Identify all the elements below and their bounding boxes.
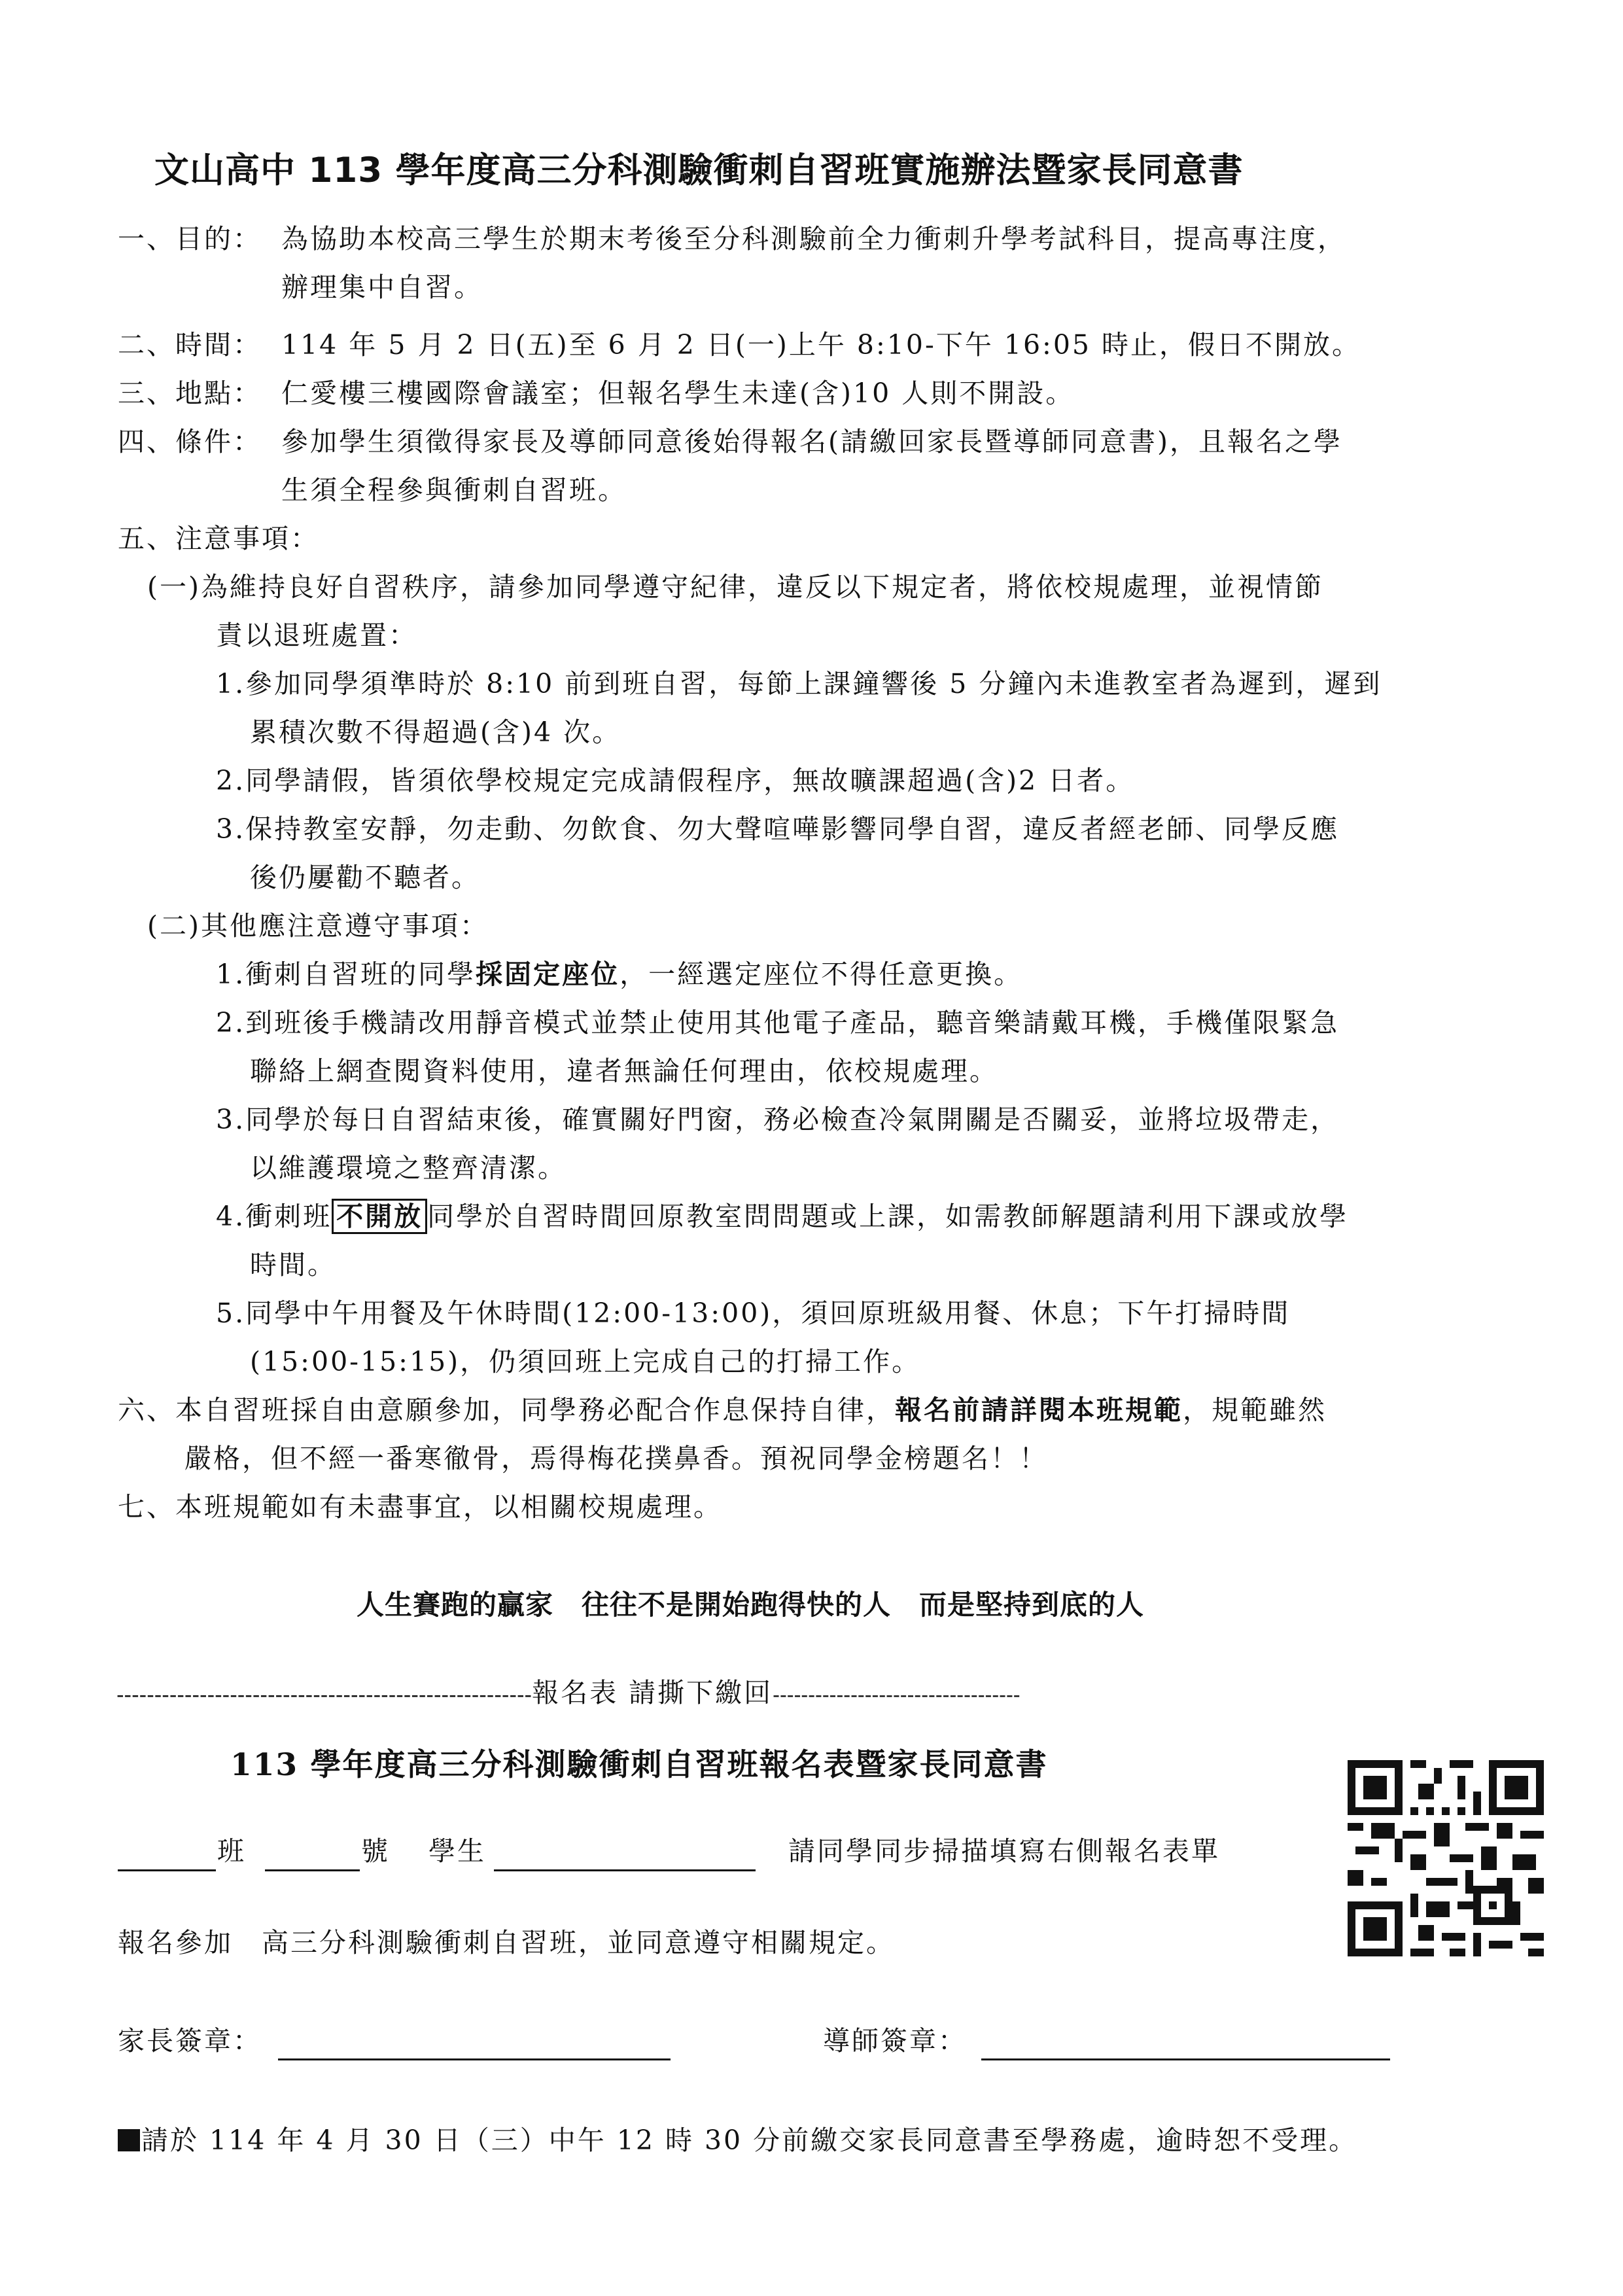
notes-sub2-item5-line1: 5.同學中午用餐及午休時間(12:00-13:00)，須回原班級用餐、休息；下午打掃時間	[216, 1298, 1291, 1329]
number-label: 號	[361, 1835, 390, 1867]
notes-sub2-item2-line1: 2.到班後手機請改用靜音模式並禁止使用其他電子產品，聽音樂請戴耳機，手機僅限緊急	[216, 1007, 1340, 1038]
class-blank[interactable]	[118, 1869, 216, 1871]
notes-sub2-item2-line2: 聯絡上網查閱資料使用，違者無論任何理由，依校規處理。	[250, 1055, 998, 1087]
section-location-label: 三、地點：	[118, 378, 262, 409]
teacher-signature-label: 導師簽章：	[823, 2025, 967, 2057]
number-blank[interactable]	[265, 1869, 360, 1871]
student-label: 學生	[428, 1835, 486, 1867]
deadline-text: 請於 114 年 4 月 30 日（三）中午 12 時 30 分前繳交家長同意書至學務處，逾時恕不受理。	[141, 2125, 1358, 2156]
scan-hint: 請同學同步掃描填寫右側報名表單	[788, 1835, 1220, 1867]
section-location-text: 仁愛樓三樓國際會議室；但報名學生未達(含)10 人則不開設。	[281, 378, 1075, 409]
section-time-text: 114 年 5 月 2 日(五)至 6 月 2 日(一)上午 8:10-下午 16:05 時止，假日不開放。	[281, 329, 1361, 361]
notes-sub2-item1-post: ，一經選定座位不得任意更換。	[620, 959, 1023, 990]
tear-off-divider	[116, 1676, 1021, 1709]
section-conditions-line1: 參加學生須徵得家長及導師同意後始得報名(請繳回家長暨導師同意書)，且報名之學	[281, 426, 1342, 457]
section-notes-label: 五、注意事項：	[118, 523, 319, 554]
section-voluntary-line1	[118, 1386, 1327, 1434]
notes-sub2-item4-line2: 時間。	[250, 1249, 336, 1280]
section-purpose-label: 一、目的：	[118, 223, 262, 255]
notes-sub1-item3-line1: 3.保持教室安靜，勿走動、勿飲食、勿大聲喧嘩影響同學自習，違反者經老師、同學反應	[216, 813, 1340, 845]
section-voluntary-pre: 六、本自習班採自由意願參加，同學務必配合作息保持自律，	[118, 1394, 895, 1426]
notes-sub2-item4-post: 同學於自習時間回原教室問問題或上課，如需教師解題請利用下課或放學	[427, 1201, 1349, 1232]
section-other-rules: 七、本班規範如有未盡事宜，以相關校規處理。	[118, 1491, 722, 1523]
notes-sub1-line2: 責以退班處置：	[216, 620, 417, 651]
section-purpose-line1: 為協助本校高三學生於期末考後至分科測驗前全力衝刺升學考試科目，提高專注度，	[281, 223, 1346, 255]
notes-sub1-item2: 2.同學請假，皆須依學校規定完成請假程序，無故曠課超過(含)2 日者。	[216, 765, 1135, 796]
student-name-blank[interactable]	[494, 1869, 756, 1871]
section-time-label: 二、時間：	[118, 329, 262, 361]
notes-sub2-item4-line1	[216, 1192, 1348, 1241]
read-rules-emphasis: 報名前請詳閱本班規範	[895, 1394, 1183, 1426]
section-purpose-line2: 辦理集中自習。	[281, 272, 483, 303]
not-open-boxed-text: 不開放	[332, 1199, 427, 1234]
qr-code-icon[interactable]	[1348, 1760, 1544, 1956]
notes-sub2-heading: (二)其他應注意遵守事項：	[147, 910, 489, 942]
section-conditions-line2: 生須全程參與衝刺自習班。	[281, 474, 627, 506]
form-title: 113 學年度高三分科測驗衝刺自習班報名表暨家長同意書	[230, 1747, 1048, 1783]
notes-sub2-item3-line1: 3.同學於每日自習結束後，確實關好門窗，務必檢查冷氣開關是否關妥，並將垃圾帶走，	[216, 1104, 1340, 1135]
deadline-notice	[118, 2116, 1357, 2164]
class-label: 班	[217, 1835, 246, 1867]
notes-sub1-line1: (一)為維持良好自習秩序，請參加同學遵守紀律，違反以下規定者，將依校規處理，並視情節	[147, 571, 1323, 603]
parent-signature-label: 家長簽章：	[118, 2025, 262, 2057]
teacher-signature-line[interactable]	[981, 2058, 1390, 2060]
parent-signature-line[interactable]	[278, 2058, 671, 2060]
section-voluntary-post: ，規範雖然	[1183, 1394, 1327, 1426]
black-square-bullet-icon	[118, 2129, 140, 2151]
notes-sub1-item3-line2: 後仍屢勸不聽者。	[250, 862, 480, 893]
motto: 人生賽跑的贏家 往往不是開始跑得快的人 而是堅持到底的人	[357, 1589, 1145, 1621]
notes-sub2-item1-pre: 1.衝刺自習班的同學	[216, 959, 476, 990]
divider-left-dashes: -------------------------------------------------------	[116, 1682, 532, 1707]
fixed-seat-emphasis: 採固定座位	[476, 959, 620, 990]
notes-sub1-item1-line1: 1.參加同學須準時於 8:10 前到班自習，每節上課鐘響後 5 分鐘內未進教室者為遲到，遲到	[216, 668, 1382, 699]
notes-sub1-item1-line2: 累積次數不得超過(含)4 次。	[250, 716, 621, 748]
section-conditions-label: 四、條件：	[118, 426, 262, 457]
notes-sub2-item1	[216, 950, 1022, 998]
page-title: 文山高中 113 學年度高三分科測驗衝刺自習班實施辦法暨家長同意書	[154, 150, 1244, 190]
divider-label: 報名表 請撕下繳回	[532, 1677, 773, 1708]
notes-sub2-item3-line2: 以維護環境之整齊清潔。	[250, 1152, 567, 1184]
notes-sub2-item4-pre: 4.衝刺班	[216, 1201, 332, 1232]
section-voluntary-line2: 嚴格，但不經一番寒徹骨，焉得梅花撲鼻香。預祝同學金榜題名！！	[184, 1443, 1048, 1474]
enroll-statement: 報名參加 高三分科測驗衝刺自習班，並同意遵守相關規定。	[118, 1927, 895, 1958]
notes-sub2-item5-line2: (15:00-15:15)，仍須回班上完成自己的打掃工作。	[250, 1346, 921, 1377]
divider-right-dashes: -----------------------------------	[773, 1682, 1021, 1707]
